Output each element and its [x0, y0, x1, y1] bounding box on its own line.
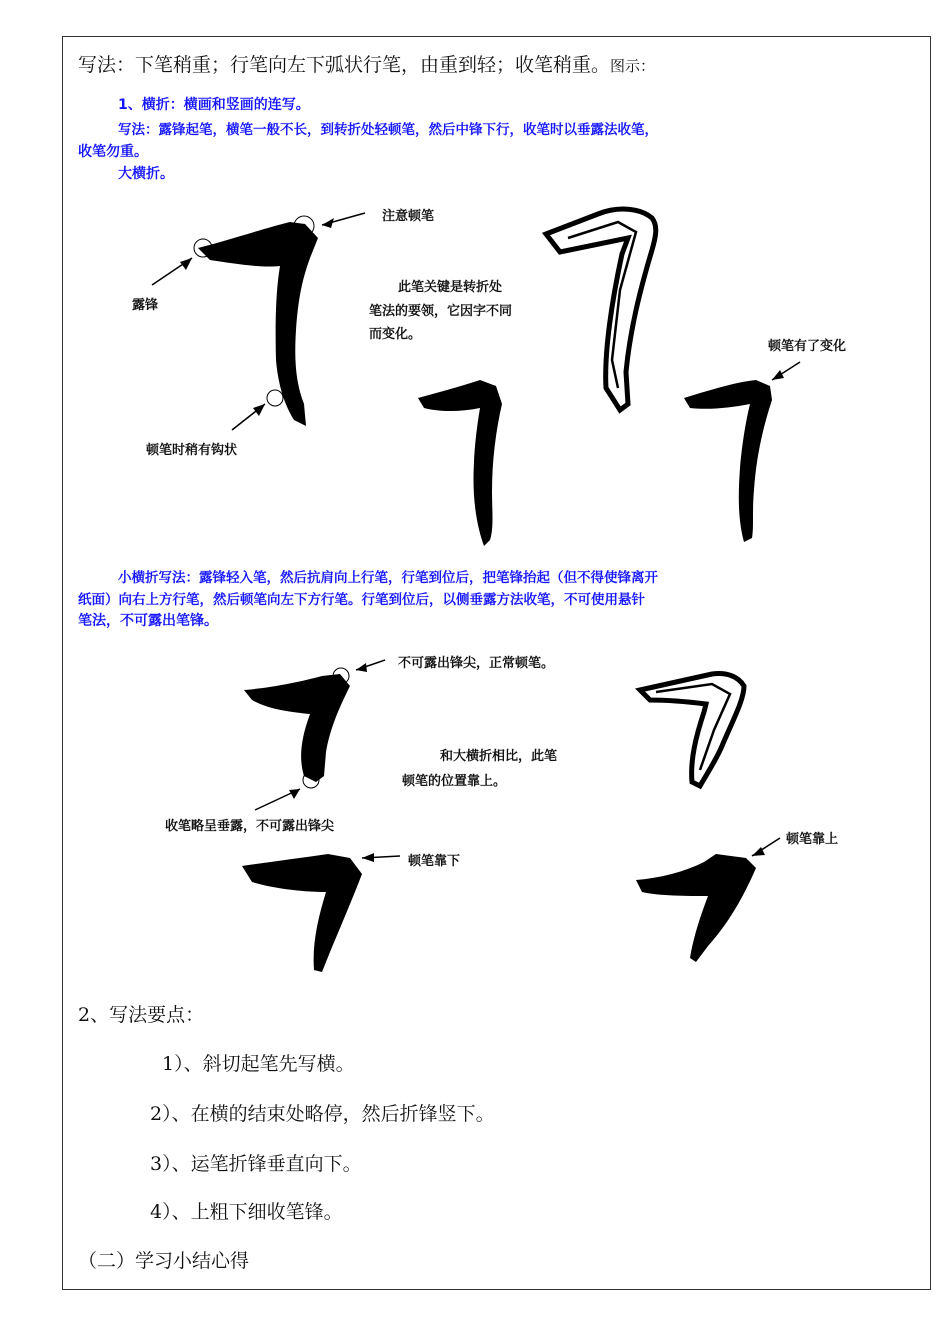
intro-suffix: 图示： — [610, 57, 656, 75]
note-exposed-tip: 露锋 — [132, 298, 159, 313]
note-pause: 注意顿笔 — [382, 209, 435, 224]
section2-line2: 纸面）向右上方行笔，然后顿笔向左下方行笔。行笔到位后，以侧垂露方法收笔，不可使用悬针 — [78, 592, 645, 608]
note-end-vertical: 收笔略呈垂露，不可露出锋尖 — [165, 819, 335, 834]
summary-heading: （二）学习小结心得 — [78, 1250, 250, 1272]
note-compare-line1: 和大横折相比，此笔 — [440, 749, 558, 764]
points-heading: 2、写法要点： — [78, 1004, 205, 1026]
section1-title: 1、横折：横画和竖画的连写。 — [118, 97, 310, 113]
section2-line3: 笔法，不可露出笔锋。 — [78, 613, 218, 629]
note-pause-down: 顿笔靠下 — [408, 854, 461, 869]
note-key-line1: 此笔关键是转折处 — [398, 280, 503, 295]
note-key-line2: 笔法的要领，它因字不同 — [369, 304, 513, 319]
section1-subtitle: 大横折。 — [118, 166, 174, 182]
point-item-1: 1）、斜切起笔先写横。 — [162, 1053, 355, 1075]
intro-text: 写法：下笔稍重；行笔向左下弧状行笔，由重到轻；收笔稍重。 — [78, 54, 611, 76]
section1-method-line1: 写法：露锋起笔，横笔一般不长，到转折处轻顿笔，然后中锋下行，收笔时以垂露法收笔， — [118, 122, 658, 138]
small-heng-zhe-stroke-high — [636, 854, 756, 962]
note-key-line3: 而变化。 — [369, 327, 422, 342]
note-no-tip: 不可露出锋尖，正常顿笔。 — [398, 656, 555, 671]
note-hook-end: 顿笔时稍有钩状 — [146, 443, 238, 458]
note-compare-line2: 顿笔的位置靠上。 — [402, 774, 507, 789]
section2-line1: 小横折写法：露锋轻入笔，然后抗肩向上行笔，行笔到位后，把笔锋抬起（但不得使锋离开 — [118, 570, 658, 586]
point-item-4: 4）、上粗下细收笔锋。 — [150, 1201, 343, 1223]
small-heng-zhe-stroke-low — [242, 854, 362, 972]
section1-method-line2: 收笔勿重。 — [78, 144, 148, 160]
point-item-2: 2）、在横的结束处略停，然后折锋竖下。 — [150, 1103, 495, 1125]
note-pause-changed: 顿笔有了变化 — [768, 339, 847, 354]
small-heng-zhe-stroke-top — [244, 674, 350, 782]
point-item-3: 3）、运笔折锋垂直向下。 — [150, 1153, 362, 1175]
note-pause-up: 顿笔靠上 — [786, 832, 839, 847]
small-outline-stroke — [640, 674, 744, 787]
